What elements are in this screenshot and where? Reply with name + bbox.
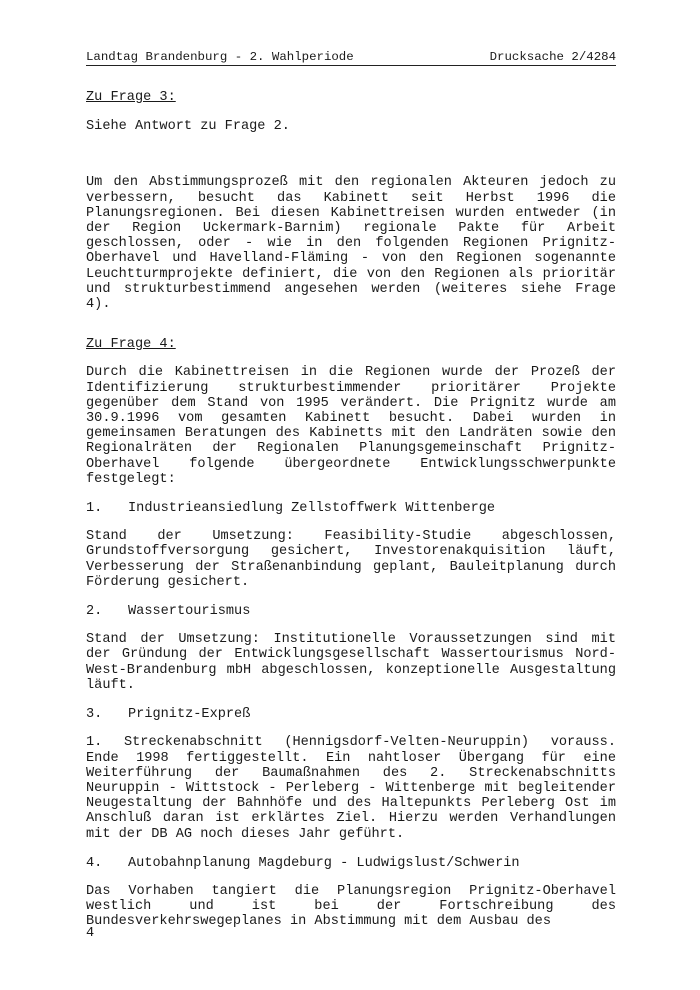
list-item-number: 1.	[86, 501, 103, 517]
page-number: 4	[86, 926, 95, 941]
list-item-title: Prignitz-Expreß	[128, 707, 251, 723]
list-item-number: 4.	[86, 855, 103, 871]
list-item-title: Industrieansiedlung Zellstoffwerk Wittenberge	[128, 501, 496, 517]
heading-frage-4: Zu Frage 4:	[86, 337, 176, 353]
header-right: Drucksache 2/4284	[489, 50, 616, 64]
list-item-4-heading	[86, 856, 616, 871]
list-item-3-heading	[86, 707, 616, 722]
paragraph-frage-3: Um den Abstimmungsprozeß mit den regionalen Akteuren jedoch zu verbessern, besucht das Kabinett seit Herbst 1996 die Planungsregionen. Bei diesen Kabinettreisen wurden entweder (in der Region Uckermark-Barnim) regionale Pakte für Arbeit geschlossen, oder - wie in den folgenden Regionen Prignitz-Oberhavel und Havelland-Fläming - von den Regionen sogenannte Leuchtturmprojekte definiert, die von den Regionen als prioritär und strukturbestimmend angesehen werden (weiteres siehe Frage 4).	[86, 175, 616, 313]
intro-frage-4: Durch die Kabinettreisen in die Regionen wurde der Prozeß der Identifizierung strukturbestimmender prioritärer Projekte gegenüber dem Stand von 1995 verändert. Die Prignitz wurde am 30.9.1996 vom gesamten Kabinett besucht. Dabei wurden in gemeinsamen Beratungen des Kabinetts mit den Landräten sowie den Regionalräten der Regionalen Planungsgemeinschaft Prignitz-Oberhavel folgende übergeordnete Entwicklungsschwerpunkte festgelegt:	[86, 365, 616, 487]
answer-frage-3: Siehe Antwort zu Frage 2.	[86, 119, 290, 135]
list-item-1-heading	[86, 501, 616, 516]
list-item-title: Wassertourismus	[128, 604, 251, 620]
header-left: Landtag Brandenburg - 2. Wahlperiode	[86, 50, 354, 64]
page-header	[86, 50, 616, 66]
list-item-3-text: 1. Streckenabschnitt (Hennigsdorf-Velten-Neuruppin) vorauss. Ende 1998 fertiggestellt. Ein nahtloser Übergang für eine Weiterführung der Baumaßnahmen des 2. Streckenabschnitts Neuruppin - Wittstock - Perleberg - Wittenberge mit begleitender Neugestaltung der Bahnhöfe und des Haltepunkts Perleberg Ost im Anschluß daran ist erklärtes Ziel. Hierzu werden Verhandlungen mit der DB AG noch dieses Jahr geführt.	[86, 735, 616, 842]
list-item-2-text: Stand der Umsetzung: Institutionelle Voraussetzungen sind mit der Gründung der Entwicklungsgesellschaft Wassertourismus Nord-West-Brandenburg mbH abgeschlossen, konzeptionelle Ausgestaltung läuft.	[86, 632, 616, 693]
list-item-number: 3.	[86, 707, 103, 723]
list-item-2-heading	[86, 604, 616, 619]
list-item-number: 2.	[86, 604, 103, 620]
list-item-1-text: Stand der Umsetzung: Feasibility-Studie abgeschlossen, Grundstoffversorgung gesichert, Investorenakquisition läuft, Verbesserung der Straßenanbindung geplant, Bauleitplanung durch Förderung gesichert.	[86, 529, 616, 590]
heading-frage-3: Zu Frage 3:	[86, 90, 176, 105]
list-item-title: Autobahnplanung Magdeburg - Ludwigslust/Schwerin	[128, 855, 520, 871]
list-item-4-text: Das Vorhaben tangiert die Planungsregion Prignitz-Oberhavel westlich und ist bei der Fortschreibung des Bundesverkehrswegeplanes in Abstimmung mit dem Ausbau des	[86, 883, 616, 930]
page-content	[86, 90, 616, 930]
